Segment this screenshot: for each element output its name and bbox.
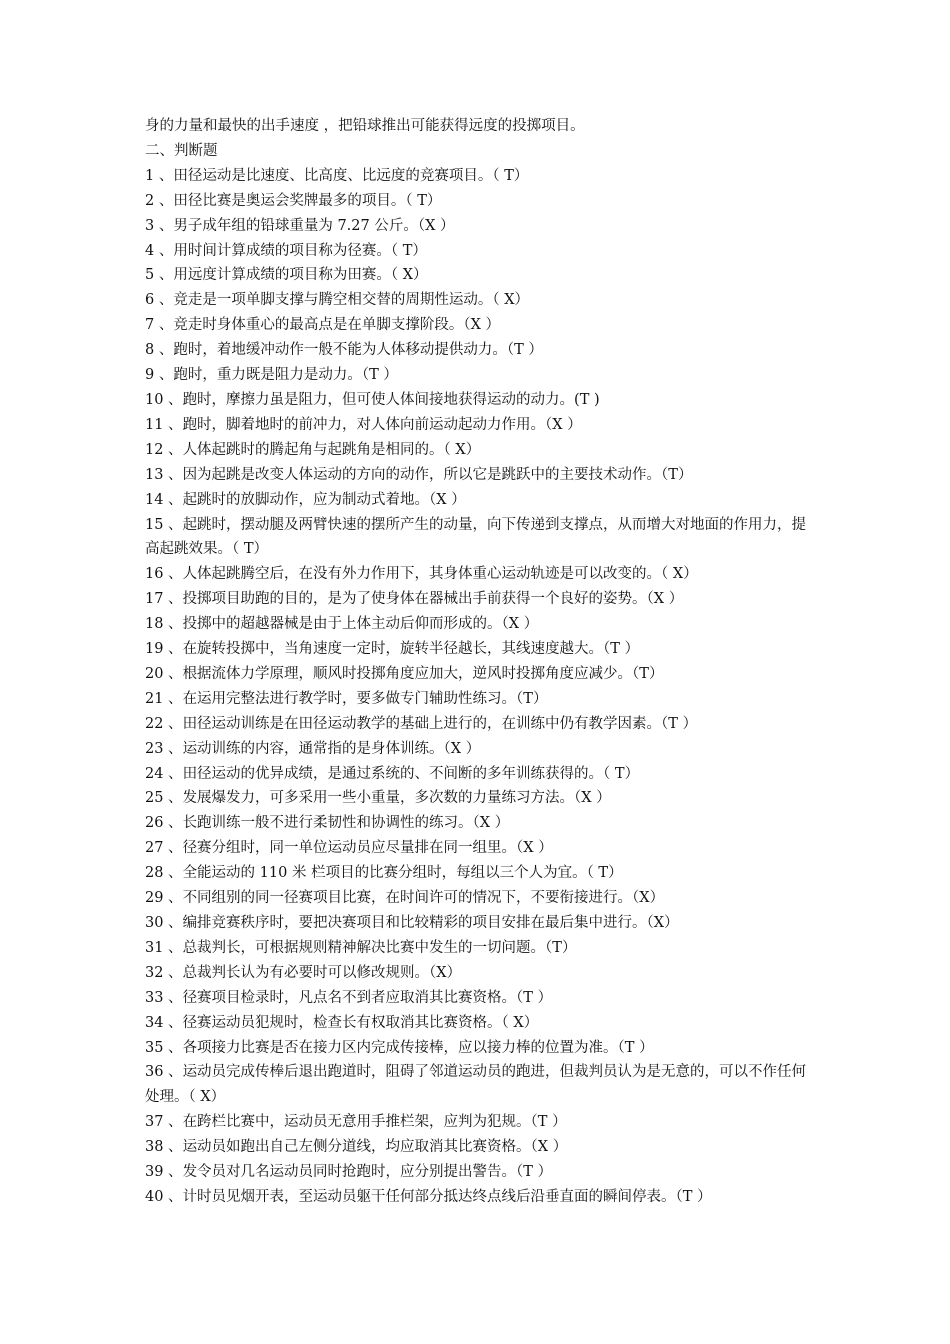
question-text: 跑时，摩擦力虽是阻力，但可使人体间接地获得运动的动力。(T ) bbox=[182, 391, 600, 408]
question-text: 根据流体力学原理，顺风时投掷角度应加大，逆风时投掷角度应减少。（T） bbox=[182, 665, 664, 682]
question-number: 32 、 bbox=[145, 964, 183, 981]
question-text: 在跨栏比赛中，运动员无意用手推栏架，应判为犯规。（T ） bbox=[182, 1114, 567, 1131]
question-item bbox=[145, 1135, 835, 1160]
question-number: 2 、 bbox=[145, 192, 174, 209]
question-text: 跑时，着地缓冲动作一般不能为人体移动提供动力。（T ） bbox=[173, 342, 543, 359]
question-number: 10 、 bbox=[145, 391, 183, 408]
question-item bbox=[145, 637, 835, 662]
question-text: 编排竞赛秩序时，要把决赛项目和比较精彩的项目安排在最后集中进行。（X） bbox=[182, 915, 679, 931]
question-number: 29 、 bbox=[145, 890, 183, 907]
question-number: 26 、 bbox=[145, 815, 183, 832]
question-text: 用时间计算成绩的项目称为径赛。（ T） bbox=[173, 242, 427, 259]
question-number: 30 、 bbox=[145, 915, 183, 931]
question-number: 18 、 bbox=[145, 616, 183, 633]
question-item bbox=[145, 961, 835, 986]
question-text: 田径运动是比速度、比高度、比远度的竞赛项目。（ T） bbox=[173, 167, 529, 184]
question-number: 5 、 bbox=[145, 267, 174, 284]
section-title: 二、判断题 bbox=[145, 142, 218, 159]
question-item bbox=[145, 164, 835, 189]
question-text: 起跳时的放脚动作，应为制动式着地。（X ） bbox=[182, 491, 466, 508]
question-number: 9 、 bbox=[145, 367, 174, 384]
question-text: 人体起跳腾空后，在没有外力作用下，其身体重心运动轨迹是可以改变的。（ X） bbox=[182, 566, 698, 583]
question-item bbox=[145, 662, 835, 687]
document-page bbox=[145, 114, 835, 1210]
question-list bbox=[145, 164, 835, 1210]
question-text: 因为起跳是改变人体运动的方向的动作，所以它是跳跃中的主要技术动作。（T） bbox=[182, 466, 693, 483]
question-text: 发令员对几名运动员同时抢跑时，应分别提出警告。（T ） bbox=[182, 1164, 553, 1181]
question-text: 田径比赛是奥运会奖牌最多的项目。（ T） bbox=[173, 192, 442, 209]
question-item bbox=[145, 936, 835, 961]
question-number: 7 、 bbox=[145, 317, 174, 334]
question-text: 径赛分组时，同一单位运动员应尽量排在同一组里。（X ） bbox=[182, 840, 553, 857]
question-item bbox=[145, 687, 835, 712]
question-item bbox=[145, 811, 835, 836]
question-text: 竞走是一项单脚支撑与腾空相交替的周期性运动。（ X） bbox=[173, 292, 530, 309]
question-number: 38 、 bbox=[145, 1139, 183, 1156]
question-item bbox=[145, 463, 835, 488]
question-number: 20 、 bbox=[145, 665, 183, 682]
question-item bbox=[145, 712, 835, 737]
question-text: 径赛运动员犯规时，检查长有权取消其比赛资格。（ X） bbox=[182, 1014, 539, 1031]
question-number: 11 、 bbox=[145, 416, 183, 433]
question-number: 37 、 bbox=[145, 1114, 183, 1131]
question-text: 运动员完成传棒后退出跑道时，阻碍了邻道运动员的跑进，但裁判员认为是无意的，可以不作任何处理。（ X） bbox=[145, 1064, 807, 1106]
question-item bbox=[145, 1110, 835, 1135]
question-number: 1 、 bbox=[145, 167, 174, 184]
question-item bbox=[145, 288, 835, 313]
question-text: 发展爆发力，可多采用一些小重量，多次数的力量练习方法。（X ） bbox=[182, 790, 611, 807]
question-number: 27 、 bbox=[145, 840, 183, 857]
question-item bbox=[145, 313, 835, 338]
question-text: 全能运动的 110 米 栏项目的比赛分组时，每组以三个人为宜。（ T） bbox=[182, 865, 623, 882]
question-text: 男子成年组的铅球重量为 7.27 公斤。（X ） bbox=[173, 217, 455, 234]
question-text: 竞走时身体重心的最高点是在单脚支撑阶段。（X ） bbox=[173, 317, 501, 334]
question-item bbox=[145, 263, 835, 288]
question-number: 35 、 bbox=[145, 1039, 183, 1056]
question-item bbox=[145, 587, 835, 612]
question-item bbox=[145, 513, 810, 563]
question-text: 跑时，重力既是阻力是动力。（T ） bbox=[173, 367, 398, 384]
intro-line: 身的力量和最快的出手速度 ，把铅球推出可能获得远度的投掷项目。 bbox=[145, 118, 585, 134]
question-text: 在旋转投掷中，当角速度一定时，旋转半径越长，其线速度越大。（T ） bbox=[182, 641, 640, 658]
question-item bbox=[145, 1060, 810, 1110]
question-number: 19 、 bbox=[145, 641, 183, 658]
question-item bbox=[145, 1011, 835, 1036]
question-number: 24 、 bbox=[145, 765, 183, 782]
question-item bbox=[145, 214, 835, 239]
question-text: 起跳时，摆动腿及两臂快速的摆所产生的动量，向下传递到支撑点，从而增大对地面的作用力，提高起跳效果。（ T） bbox=[145, 516, 807, 558]
question-number: 13 、 bbox=[145, 466, 183, 483]
question-item bbox=[145, 1036, 835, 1061]
question-text: 长跑训练一般不进行柔韧性和协调性的练习。（X ） bbox=[182, 815, 510, 832]
question-number: 39 、 bbox=[145, 1164, 183, 1181]
question-item bbox=[145, 438, 835, 463]
question-text: 人体起跳时的腾起角与起跳角是相同的。（ X） bbox=[182, 441, 481, 458]
question-number: 34 、 bbox=[145, 1014, 183, 1031]
question-item bbox=[145, 388, 835, 413]
question-item bbox=[145, 911, 835, 936]
question-item bbox=[145, 737, 835, 762]
question-number: 28 、 bbox=[145, 865, 183, 882]
question-number: 12 、 bbox=[145, 441, 183, 458]
question-item bbox=[145, 786, 835, 811]
question-item bbox=[145, 1185, 835, 1210]
question-item bbox=[145, 1160, 835, 1185]
question-item bbox=[145, 189, 835, 214]
question-item bbox=[145, 762, 835, 787]
question-text: 投掷中的超越器械是由于上体主动后仰而形成的。（X ） bbox=[182, 616, 539, 633]
question-number: 4 、 bbox=[145, 242, 174, 259]
question-text: 田径运动训练是在田径运动教学的基础上进行的，在训练中仍有教学因素。（T ） bbox=[182, 715, 698, 732]
question-number: 14 、 bbox=[145, 491, 183, 508]
question-item bbox=[145, 488, 835, 513]
question-number: 23 、 bbox=[145, 740, 183, 757]
question-item bbox=[145, 836, 835, 861]
question-item bbox=[145, 338, 835, 363]
question-number: 21 、 bbox=[145, 690, 183, 707]
question-item bbox=[145, 986, 835, 1011]
question-item bbox=[145, 612, 835, 637]
question-text: 跑时，脚着地时的前冲力，对人体向前运动起动力作用。（X ） bbox=[182, 416, 582, 433]
question-text: 计时员见烟开表，至运动员躯干任何部分抵达终点线后沿垂直面的瞬间停表。（T ） bbox=[182, 1188, 712, 1205]
question-number: 16 、 bbox=[145, 566, 183, 583]
question-number: 25 、 bbox=[145, 790, 183, 807]
question-number: 6 、 bbox=[145, 292, 174, 309]
question-item bbox=[145, 886, 835, 911]
question-text: 运动训练的内容，通常指的是身体训练。（X ） bbox=[182, 740, 481, 757]
question-number: 33 、 bbox=[145, 989, 183, 1006]
question-item bbox=[145, 562, 835, 587]
question-number: 3 、 bbox=[145, 217, 174, 234]
question-text: 总裁判长，可根据规则精神解决比赛中发生的一切问题。（T） bbox=[182, 939, 577, 956]
question-number: 8 、 bbox=[145, 342, 174, 359]
question-number: 15 、 bbox=[145, 516, 183, 533]
question-item bbox=[145, 239, 835, 264]
question-item bbox=[145, 413, 835, 438]
question-text: 总裁判长认为有必要时可以修改规则。（X） bbox=[182, 964, 462, 981]
question-text: 在运用完整法进行教学时，要多做专门辅助性练习。（T） bbox=[182, 690, 548, 707]
question-text: 投掷项目助跑的目的，是为了使身体在器械出手前获得一个良好的姿势。（X ） bbox=[182, 591, 684, 608]
question-item bbox=[145, 861, 835, 886]
question-text: 用远度计算成绩的项目称为田赛。（ X） bbox=[173, 267, 428, 284]
question-number: 36 、 bbox=[145, 1064, 183, 1081]
question-number: 17 、 bbox=[145, 591, 183, 608]
question-number: 22 、 bbox=[145, 715, 183, 732]
question-number: 31 、 bbox=[145, 939, 183, 956]
question-text: 径赛项目检录时，凡点名不到者应取消其比赛资格。（T ） bbox=[182, 989, 553, 1006]
question-item bbox=[145, 363, 835, 388]
question-number: 40 、 bbox=[145, 1188, 183, 1205]
question-text: 各项接力比赛是否在接力区内完成传接棒，应以接力棒的位置为准。（T ） bbox=[182, 1039, 654, 1056]
question-text: 不同组别的同一径赛项目比赛，在时间许可的情况下，不要衔接进行。（X） bbox=[182, 890, 665, 907]
question-text: 运动员如跑出自己左侧分道线，均应取消其比赛资格。（X ） bbox=[182, 1139, 568, 1156]
question-text: 田径运动的优异成绩，是通过系统的、不间断的多年训练获得的。（ T） bbox=[182, 765, 640, 782]
